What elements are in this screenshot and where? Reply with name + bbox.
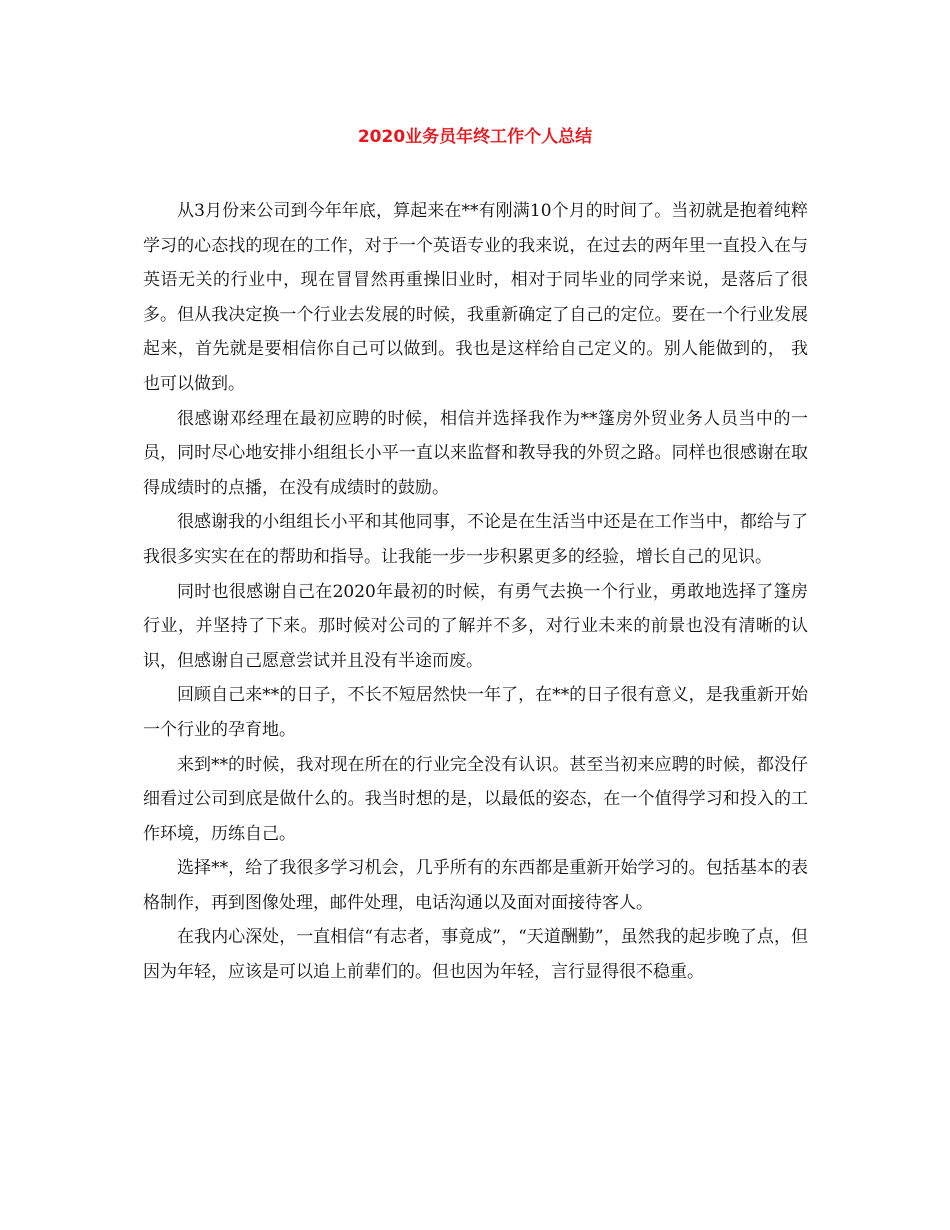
paragraph: 在我内心深处，一直相信“有志者，事竟成”，“天道酬勤”，虽然我的起步晚了点，但因为年轻，应该是可以追上前辈们的。但也因为年轻，言行显得很不稳重。 bbox=[143, 927, 808, 983]
document-title: 2020业务员年终工作个人总结 bbox=[357, 127, 593, 147]
paragraph: 从3月份来公司到今年年底，算起来在**有刚满10个月的时间了。当初就是抱着纯粹学习的心态找的现在的工作，对于一个英语专业的我来说，在过去的两年里一直投入在与英语无关的行业中，现在冒冒然再重操旧业时，相对于同毕业的同学来说，是落后了很多。但从我决定换一个行业去发展的时候，我重新确定了自己的定位。要在一个行业发展起来，首先就是要相信你自己可以做到。我也是这样给自己定义的。别人能做到的， 我也可以做到。 bbox=[143, 201, 808, 394]
paragraph: 来到**的时候，我对现在所在的行业完全没有认识。甚至当初来应聘的时候，都没仔细看过公司到底是做什么的。我当时想的是，以最低的姿态，在一个值得学习和投入的工作环境，历练自己。 bbox=[143, 754, 808, 844]
paragraph: 同时也很感谢自己在2020年最初的时候，有勇气去换一个行业，勇敢地选择了篷房行业，并坚持了下来。那时候对公司的了解并不多，对行业未来的前景也没有清晰的认识，但感谢自己愿意尝试并且没有半途而废。 bbox=[143, 581, 808, 671]
paragraph: 很感谢我的小组组长小平和其他同事，不论是在生活当中还是在工作当中，都给与了我很多实实在在的帮助和指导。让我能一步一步积累更多的经验，增长自己的见识。 bbox=[143, 512, 808, 567]
document-body bbox=[143, 194, 808, 990]
paragraph: 回顾自己来**的日子，不长不短居然快一年了，在**的日子很有意义，是我重新开始一个行业的孕育地。 bbox=[143, 685, 808, 740]
paragraph: 选择**，给了我很多学习机会，几乎所有的东西都是重新开始学习的。包括基本的表格制作，再到图像处理，邮件处理，电话沟通以及面对面接待客人。 bbox=[143, 858, 808, 913]
paragraph: 很感谢邓经理在最初应聘的时候，相信并选择我作为**篷房外贸业务人员当中的一员，同时尽心地安排小组组长小平一直以来监督和教导我的外贸之路。同样也很感谢在取得成绩时的点播，在没有成绩时的鼓励。 bbox=[143, 408, 808, 498]
